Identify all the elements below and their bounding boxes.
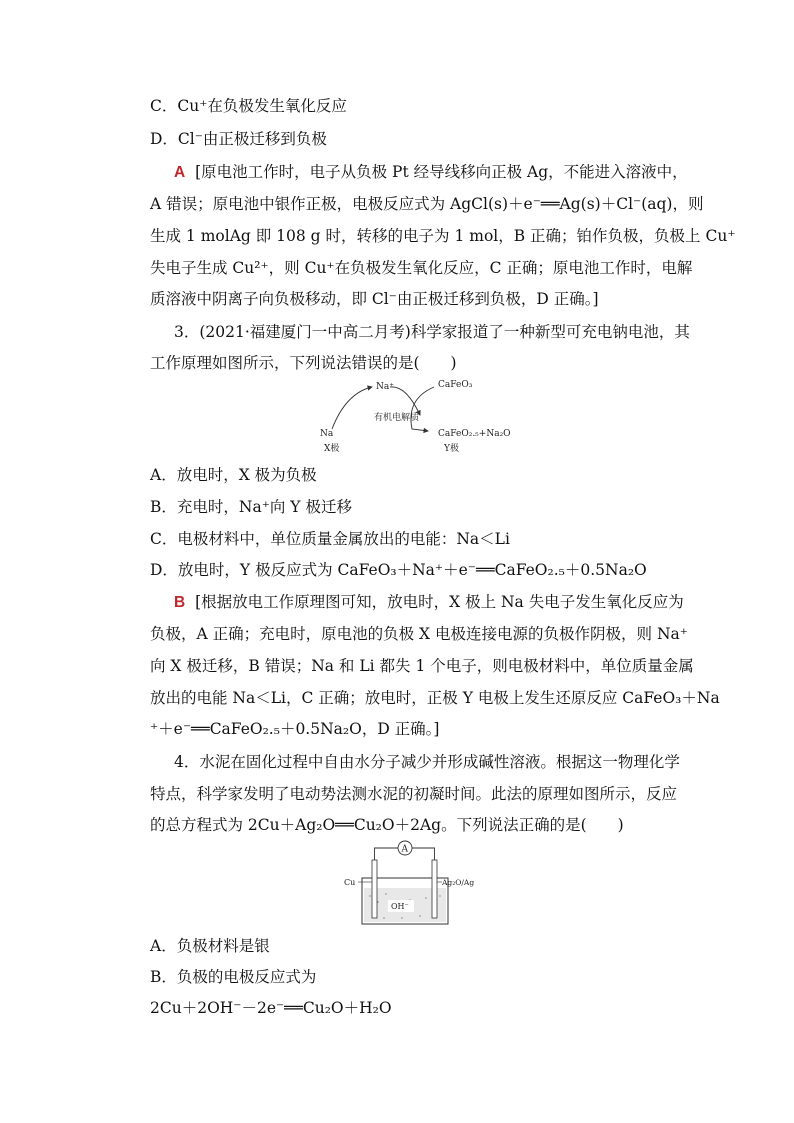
product-label: CaFeO₂.₅+Na₂O — [438, 429, 511, 439]
option-a: A．负极材料是银 — [150, 937, 270, 955]
answer-letter: A — [174, 164, 186, 181]
wire — [412, 848, 435, 860]
wire — [375, 848, 399, 860]
question-stem: 特点，科学家发明了电动势法测水泥的初凝时间。此法的原理如图所示，反应 — [150, 785, 678, 803]
explanation-line: 失电子生成 Cu²⁺，则 Cu⁺在负极发生氧化反应，C 正确；原电池工作时，电解 — [150, 259, 693, 277]
explanation-line: 向 X 极迁移，B 错误；Na 和 Li 都失 1 个电子，则电极材料中，单位质量金属 — [150, 657, 694, 675]
question-stem: 3．(2021·福建厦门一中高二月考)科学家报道了一种新型可充电钠电池，其 — [174, 323, 690, 341]
explanation-line: A [原电池工作时，电子从负极 Pt 经导线移向正极 Ag，不能进入溶液中， — [174, 163, 688, 181]
question-stem: 工作原理如图所示，下列说法错误的是( ) — [150, 354, 457, 372]
option-d: D．放电时，Y 极反应式为 CaFeO₃＋Na⁺＋e⁻══CaFeO₂.₅＋0.5Na₂O — [150, 561, 647, 579]
option-c: C．电极材料中，单位质量金属放出的电能：Na＜Li — [150, 530, 510, 548]
explanation-line: 生成 1 molAg 即 108 g 时，转移的电子为 1 mol，B 正确；铂作负极，负极上 Cu⁺ — [150, 227, 736, 245]
ag2o-ag-label: Ag₂O/Ag — [442, 878, 475, 887]
ammeter-label: A — [401, 844, 408, 855]
left-arrow — [332, 387, 372, 429]
option-a: A．放电时，X 极为负极 — [150, 466, 317, 484]
answer-letter: B — [174, 594, 186, 611]
question-stem: 的总方程式为 2Cu＋Ag₂O══Cu₂O＋2Ag。下列说法正确的是( ) — [150, 816, 624, 834]
oh-label: OH⁻ — [391, 902, 409, 911]
y-pole-label: Y极 — [444, 444, 459, 454]
explanation-line: 放出的电能 Na＜Li，C 正确；放电时，正极 Y 电极上发生还原反应 CaFeO₃＋Na — [150, 689, 720, 707]
explanation-line: B [根据放电工作原理图可知，放电时，X 极上 Na 失电子发生氧化反应为 — [174, 593, 684, 611]
cu-electrode — [372, 860, 377, 918]
option-c: C．Cu⁺在负极发生氧化反应 — [150, 97, 347, 115]
explanation-line: 质溶液中阴离子向负极移动，即 Cl⁻由正极迁移到负极，D 正确。] — [150, 290, 599, 308]
option-b: B．充电时，Na⁺向 Y 极迁移 — [150, 498, 352, 516]
ag-electrode — [432, 860, 437, 918]
na-label: Na — [320, 429, 334, 439]
cell-diagram — [340, 838, 485, 928]
cafeo3-label: CaFeO₃ — [438, 380, 473, 390]
cu-label: Cu — [344, 878, 356, 887]
question-stem: 4．水泥在固化过程中自由水分子减少并形成碱性溶液。根据这一物理化学 — [174, 753, 680, 771]
electrolyte-label: 有机电解质 — [374, 413, 420, 423]
option-d: D．Cl⁻由正极迁移到负极 — [150, 130, 327, 148]
explanation-line: 负极，A 正确；充电时，原电池的负极 X 电极连接电源的负极作阴极，则 Na⁺ — [150, 625, 688, 643]
option-b: B．负极的电极反应式为 — [150, 968, 317, 986]
explanation-line: A 错误；原电池中银作正极，电极反应式为 AgCl(s)＋e⁻══Ag(s)＋Cl⁻(aq)，则 — [150, 195, 704, 213]
sodium-battery-diagram — [310, 375, 520, 455]
na-plus-label: Na⁺ — [376, 382, 394, 392]
x-pole-label: X极 — [324, 444, 340, 454]
right-arrow — [411, 387, 434, 431]
explanation-line: ⁺＋e⁻══CaFeO₂.₅＋0.5Na₂O，D 正确。] — [150, 720, 440, 738]
equation: 2Cu＋2OH⁻－2e⁻══Cu₂O＋H₂O — [150, 999, 392, 1017]
